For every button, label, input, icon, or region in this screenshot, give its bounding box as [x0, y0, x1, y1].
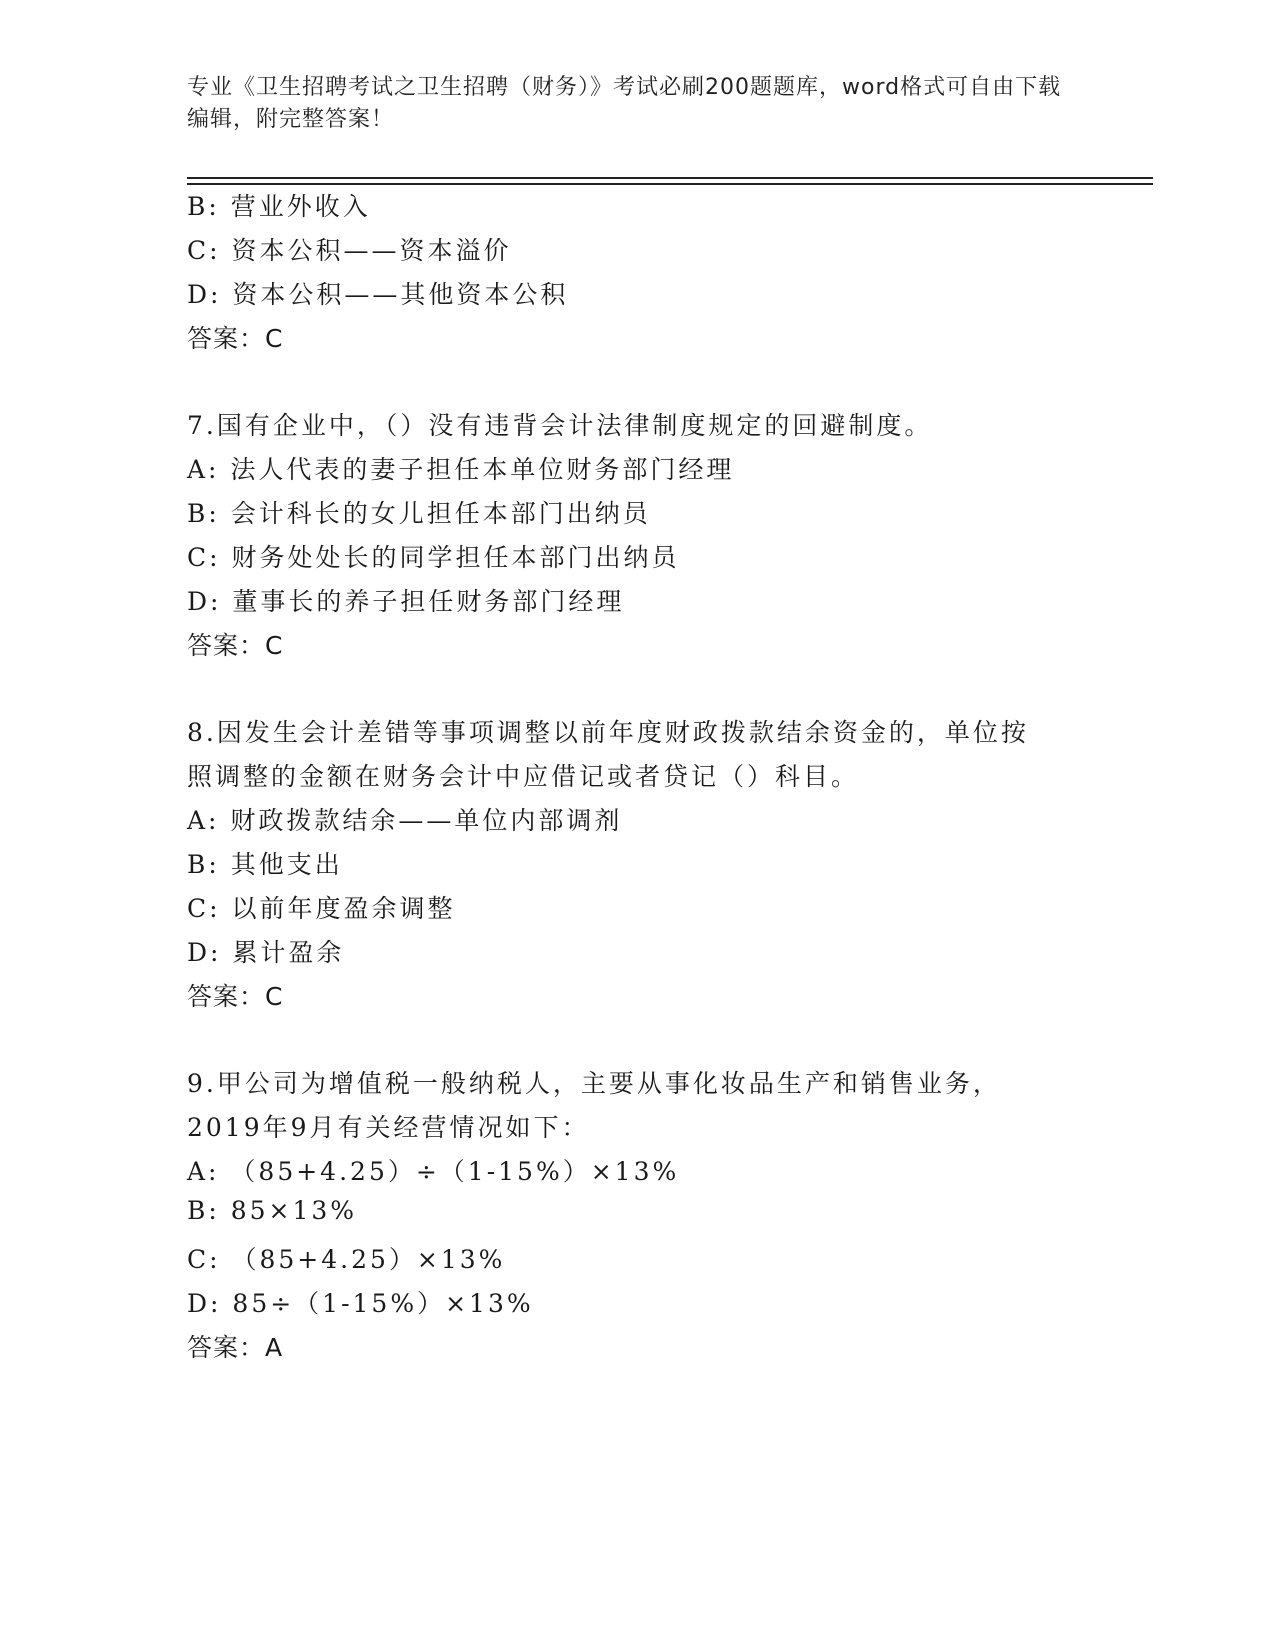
q6-answer: 答案：C [187, 324, 284, 353]
header-rule-top [187, 177, 1153, 179]
q7-answer: 答案：C [187, 631, 284, 660]
q9-stem-line-2: 2019年9月有关经营情况如下： [187, 1113, 590, 1142]
q8-stem-line-2: 照调整的金额在财务会计中应借记或者贷记（）科目。 [187, 762, 860, 791]
q9-option-b: B: 85×13% [187, 1196, 358, 1225]
q7-option-c: C: 财务处处长的同学担任本部门出纳员 [187, 543, 680, 572]
q6-option-d: D: 资本公积——其他资本公积 [187, 280, 569, 309]
header-rule-bottom [187, 183, 1153, 185]
q9-option-c: C: （85+4.25）×13% [187, 1245, 506, 1274]
q6-option-c: C: 资本公积——资本溢价 [187, 236, 512, 265]
q7-option-d: D: 董事长的养子担任财务部门经理 [187, 587, 625, 616]
q6-option-b: B: 营业外收入 [187, 192, 371, 221]
q9-answer: 答案：A [187, 1333, 284, 1362]
q9-stem-line-1: 9.甲公司为增值税一般纳税人，主要从事化妆品生产和销售业务， [187, 1069, 1001, 1098]
q8-option-a: A: 财政拨款结余——单位内部调剂 [187, 806, 623, 835]
document-header: 专业《卫生招聘考试之卫生招聘（财务）》考试必刷200题题库，word格式可自由下载编辑，附完整答案！ [187, 75, 1062, 132]
q7-stem: 7.国有企业中，（）没有违背会计法律制度规定的回避制度。 [187, 411, 933, 440]
q8-stem-line-1: 8.因发生会计差错等事项调整以前年度财政拨款结余资金的，单位按 [187, 718, 1029, 747]
q8-option-d: D: 累计盈余 [187, 938, 345, 967]
q7-option-b: B: 会计科长的女儿担任本部门出纳员 [187, 499, 651, 528]
q8-answer: 答案：C [187, 982, 284, 1011]
q7-option-a: A: 法人代表的妻子担任本单位财务部门经理 [187, 455, 735, 484]
q9-option-d: D: 85÷（1-15%）×13% [187, 1289, 534, 1318]
q8-option-c: C: 以前年度盈余调整 [187, 894, 456, 923]
q9-option-a: A: （85+4.25）÷（1-15%）×13% [187, 1157, 680, 1186]
q8-option-b: B: 其他支出 [187, 850, 343, 879]
